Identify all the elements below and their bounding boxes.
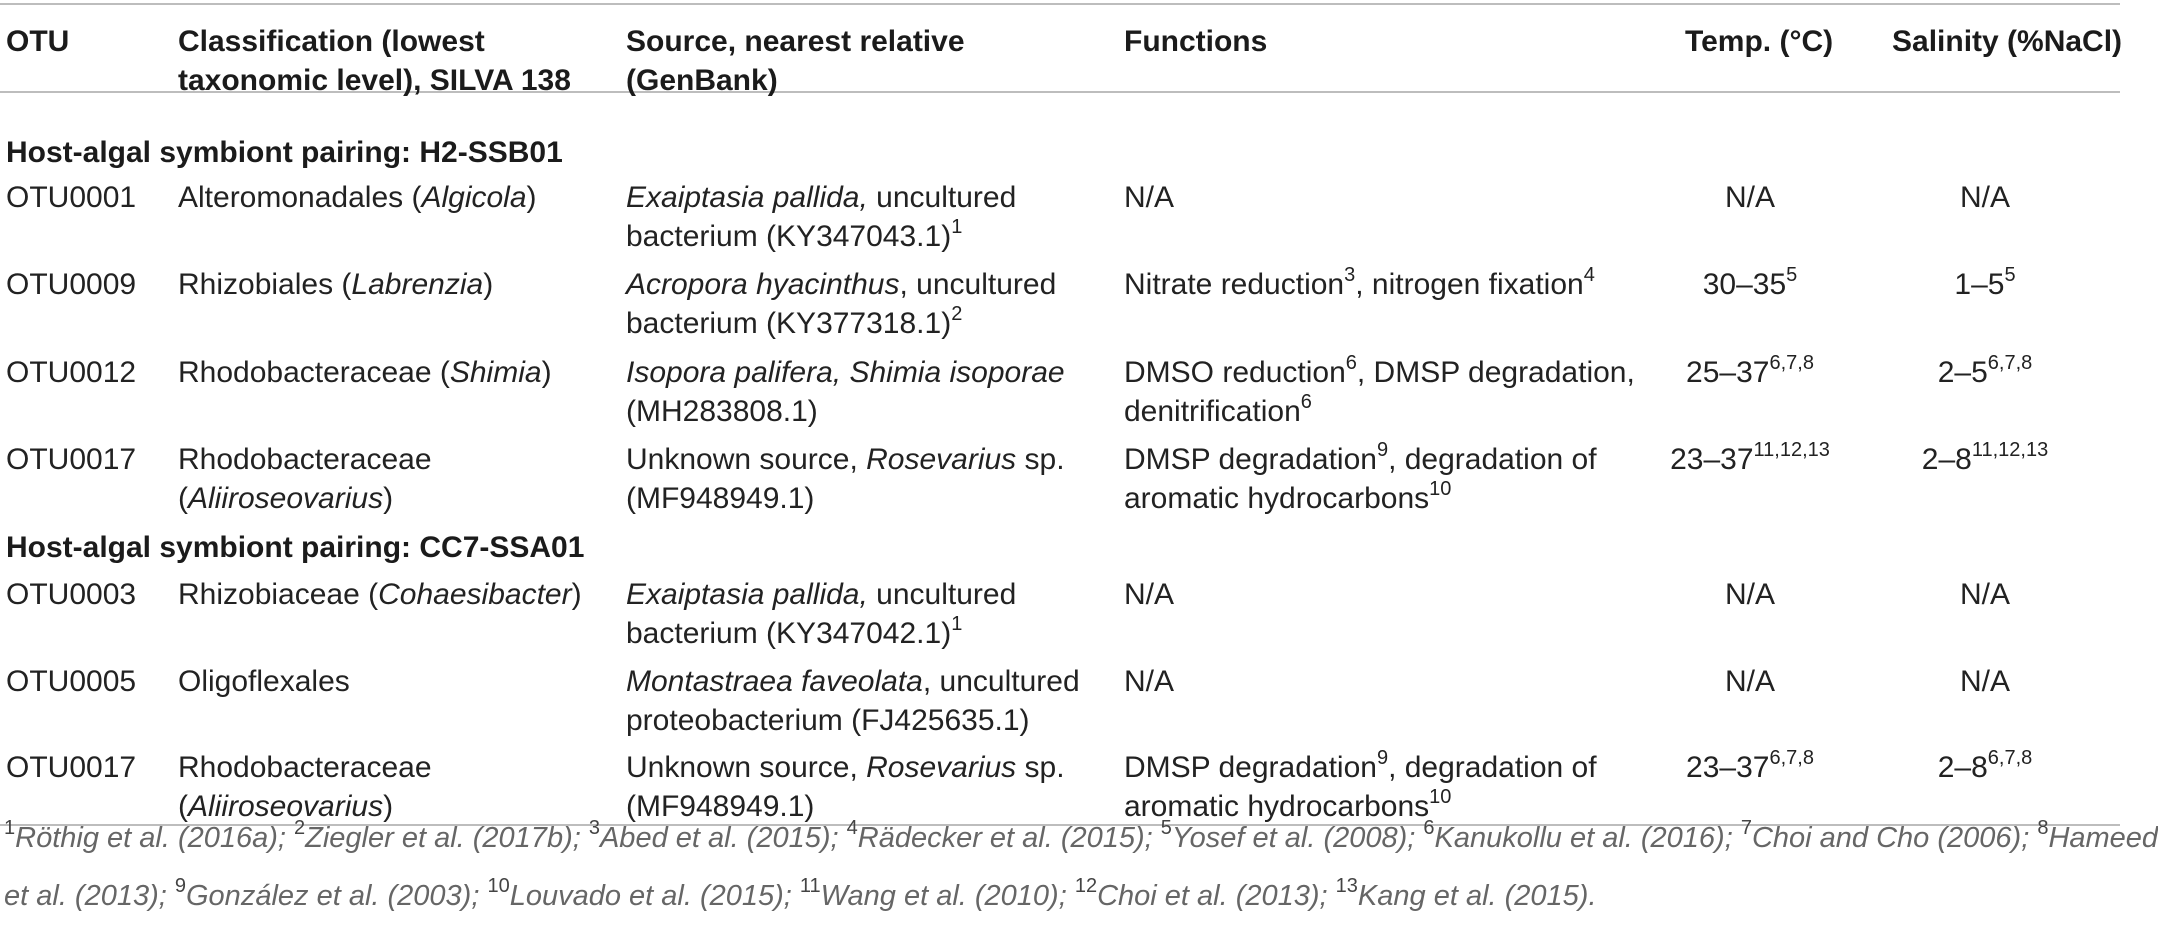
salinity-cell: N/A xyxy=(1959,665,2010,698)
temp-cell: 23–37$^{6,7,8}$ xyxy=(1686,747,1814,784)
footnote-number: 8 xyxy=(2037,817,2049,840)
footnote-text: González et al. (2003); xyxy=(186,880,488,912)
temp-cell: N/A xyxy=(1724,181,1775,214)
temp-cell: 25–37$^{6,7,8}$ xyxy=(1686,352,1814,389)
footnote-number: 3 xyxy=(588,817,600,840)
classification-cell: Rhizobiales (Labrenzia) xyxy=(178,268,494,301)
reference-superscript: 2 xyxy=(951,303,963,325)
functions-cell: N/A xyxy=(1124,665,1175,698)
classification-cell: Alteromonadales (Algicola) xyxy=(178,181,537,214)
footnote-text: Wang et al. (2010); xyxy=(820,880,1075,912)
reference-superscript: 9 xyxy=(1376,747,1389,769)
footnote-text: Hameed xyxy=(2048,822,2158,854)
footnote-line xyxy=(4,876,2124,916)
reference-superscript: 6,7,8 xyxy=(1987,747,2033,769)
source-cell: Isopora palifera, Shimia isoporae (MH283808.1) xyxy=(626,356,1065,428)
otu-cell: OTU0012 xyxy=(6,356,137,389)
reference-superscript: 4 xyxy=(1583,264,1595,286)
salinity-cell: 2–8$^{11,12,13}$ xyxy=(1921,439,2049,476)
footnote-number: 1 xyxy=(4,817,16,840)
footnote-text: et al. (2013); xyxy=(4,880,175,912)
group-header: Host-algal symbiont pairing: H2-SSB01 xyxy=(6,136,563,169)
functions-cell: Nitrate reduction$^3$, nitrogen fixation$^4$ xyxy=(1124,264,1595,301)
otu-cell: OTU0001 xyxy=(6,181,137,214)
footnote-number: 6 xyxy=(1423,817,1435,840)
otu-cell: OTU0005 xyxy=(6,665,137,698)
reference-superscript: 6,7,8 xyxy=(1769,352,1814,374)
footnote-text: Rädecker et al. (2015); xyxy=(857,822,1161,854)
classification-cell: Rhodobacteraceae (Shimia) xyxy=(178,356,552,389)
footnote-text: Kang et al. (2015). xyxy=(1357,880,1597,912)
footnote-text: Abed et al. (2015); xyxy=(599,822,847,854)
classification-cell: Rhizobiaceae (Cohaesibacter) xyxy=(178,578,582,611)
reference-superscript: 11,12,13 xyxy=(1971,439,2049,461)
footnote-number: 5 xyxy=(1160,817,1172,840)
header-temp: Temp. (°C) xyxy=(1685,25,1834,58)
source-cell: Unknown source, Rosevarius sp. (MF948949.1) xyxy=(626,751,1065,823)
footnote-number: 11 xyxy=(799,875,821,898)
reference-superscript: 1 xyxy=(951,216,963,238)
reference-superscript: 11,12,13 xyxy=(1753,439,1830,461)
classification-cell: Rhodobacteraceae (Aliiroseovarius) xyxy=(178,751,432,823)
temp-cell: $30-35^5$ xyxy=(1702,264,1798,301)
temp-cell: N/A xyxy=(1724,578,1775,611)
classification-cell: Rhodobacteraceae (Aliiroseovarius) xyxy=(178,443,432,515)
footnote-number: 13 xyxy=(1335,875,1358,898)
functions-cell: DMSP degradation$^9$, degradation of aromatic hydrocarbons$^{10}$ xyxy=(1124,747,1597,823)
footnote-text: Louvado et al. (2015); xyxy=(509,880,800,912)
temp-cell: 23–37$^{11,12,13}$ xyxy=(1670,439,1830,476)
functions-cell: N/A xyxy=(1124,578,1175,611)
header-salinity: Salinity (%NaCl) xyxy=(1892,25,2123,58)
footnote-text: Ziegler et al. (2017b); xyxy=(305,822,589,854)
temp-cell: N/A xyxy=(1724,665,1775,698)
reference-superscript: 3 xyxy=(1344,264,1356,286)
footnote-line xyxy=(4,817,2158,858)
reference-superscript: 6 xyxy=(1345,352,1357,374)
header-otu: OTU xyxy=(6,25,70,58)
footnote-number: 4 xyxy=(846,817,858,840)
group-header: Host-algal symbiont pairing: CC7-SSA01 xyxy=(6,531,585,564)
functions-cell: DMSO reduction$^6$, DMSP degradation, denitrification$^6$ xyxy=(1124,352,1635,428)
source-cell: Unknown source, Rosevarius sp. (MF948949.1) xyxy=(626,443,1065,515)
footnote-number: 9 xyxy=(174,875,186,898)
otu-cell: OTU0009 xyxy=(6,268,137,301)
header-source: Source, nearest relative (GenBank) xyxy=(626,25,965,97)
salinity-cell: 2–8$^{6,7,8}$ xyxy=(1937,747,2033,784)
footnote-text: Kanukollu et al. (2016); xyxy=(1434,822,1741,854)
reference-superscript: 10 xyxy=(1429,478,1452,500)
footnote-number: 12 xyxy=(1074,875,1098,898)
source-cell: Exaiptasia pallida, uncultured bacterium $(KY347043.1)^1$ xyxy=(626,181,1017,253)
reference-superscript: 6,7,8 xyxy=(1769,747,1814,769)
salinity-cell: 2–5$^{6,7,8}$ xyxy=(1937,352,2033,389)
footnote-text: Choi and Cho (2006); xyxy=(1751,822,2038,854)
classification-cell: Oligoflexales xyxy=(178,665,350,698)
reference-superscript: 6,7,8 xyxy=(1987,352,2033,374)
footnote-text: Choi et al. (2013); xyxy=(1097,880,1336,912)
top-rule xyxy=(0,3,2120,5)
reference-superscript: 5 xyxy=(1786,264,1798,286)
reference-superscript: 9 xyxy=(1376,439,1389,461)
footnote-text: Yosef et al. (2008); xyxy=(1171,822,1424,854)
otu-cell: OTU0017 xyxy=(6,443,137,476)
reference-superscript: 5 xyxy=(2004,264,2016,286)
reference-superscript: 6 xyxy=(1300,391,1312,413)
salinity-cell: $1-5^5$ xyxy=(1954,264,2016,301)
footnote-text: Röthig et al. (2016a); xyxy=(15,822,295,854)
source-cell: Montastraea faveolata, uncultured proteobacterium (FJ425635.1) xyxy=(626,665,1080,737)
functions-cell: N/A xyxy=(1124,181,1175,214)
header-functions: Functions xyxy=(1124,25,1268,58)
salinity-cell: N/A xyxy=(1959,181,2010,214)
otu-cell: OTU0003 xyxy=(6,578,137,611)
reference-superscript: 10 xyxy=(1429,786,1452,808)
source-cell: Exaiptasia pallida, uncultured bacterium $(KY347042.1)^1$ xyxy=(626,578,1017,650)
source-cell: Acropora hyacinthus, uncultured bacterium $(KY377318.1)^2$ xyxy=(626,268,1057,340)
reference-superscript: 1 xyxy=(951,613,963,635)
header-classification: Classification (lowest taxonomic level), SILVA 138 xyxy=(178,25,571,97)
otu-cell: OTU0017 xyxy=(6,751,137,784)
salinity-cell: N/A xyxy=(1959,578,2010,611)
footnote-number: 10 xyxy=(487,875,510,898)
footnote-number: 2 xyxy=(294,817,306,840)
functions-cell: DMSP degradation$^9$, degradation of aromatic hydrocarbons$^{10}$ xyxy=(1124,439,1597,515)
footnote-number: 7 xyxy=(1740,817,1752,840)
